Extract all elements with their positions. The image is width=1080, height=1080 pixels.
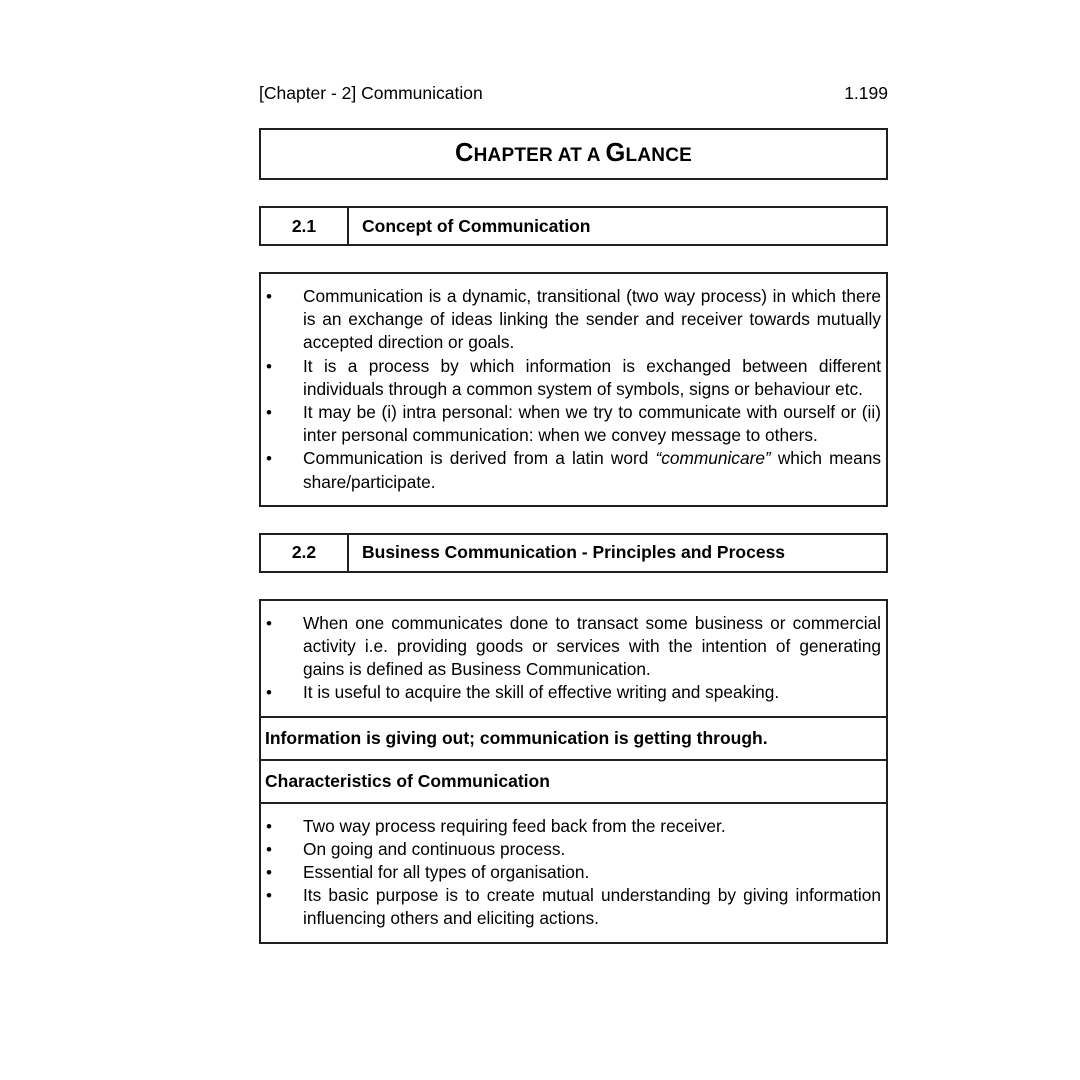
- list-item: • When one communicates done to transact some business or commercial activity i.e. providing goods or services with the intention of generating gains is defined as Business Communication.: [265, 612, 881, 682]
- statement-row: Information is giving out; communication is getting through.: [261, 716, 886, 759]
- banner-title-cap-g: G: [605, 139, 626, 168]
- chapter-label: [Chapter - 2] Communication: [259, 83, 483, 103]
- list-item: • Communication is a dynamic, transitional (two way process) in which there is an exchange of ideas linking the sender and receiver towards mutually accepted direction or goals.: [265, 285, 881, 355]
- bullet-list-business-communication: [261, 601, 886, 716]
- page-number: 1.199: [844, 83, 888, 103]
- content-column: [259, 128, 888, 970]
- latin-term: “communicare”: [655, 448, 771, 469]
- subheading-characteristics: Characteristics of Communication: [261, 759, 886, 802]
- running-head: [259, 82, 888, 104]
- section-header-2-2: [259, 533, 888, 573]
- banner-title-rest-1: HAPTER AT A: [473, 145, 606, 167]
- banner-title: [455, 141, 692, 167]
- list-item-text-pre: Communication is derived from a latin word: [303, 448, 656, 469]
- list-item-text-post: which means share/participate.: [303, 448, 881, 492]
- bullet-list-characteristics: [261, 802, 886, 942]
- list-item: • Two way process requiring feed back from the receiver.: [265, 815, 881, 838]
- section-number: 2.2: [261, 535, 349, 571]
- section-2-2-content-box: [259, 599, 888, 944]
- list-item: • It is useful to acquire the skill of effective writing and speaking.: [265, 681, 881, 704]
- list-item: • It is a process by which information is exchanged between different individuals through a common system of symbols, signs or behaviour etc.: [265, 355, 881, 401]
- list-item: • Essential for all types of organisation.: [265, 861, 881, 884]
- chapter-at-a-glance-banner: [259, 128, 888, 180]
- banner-title-cap-c: C: [455, 139, 474, 168]
- section-title: Concept of Communication: [362, 215, 591, 236]
- section-number: 2.1: [261, 208, 349, 244]
- section-header-2-1: [259, 206, 888, 246]
- banner-title-rest-2: LANCE: [625, 145, 692, 167]
- list-item: • On going and continuous process.: [265, 838, 881, 861]
- list-item: • Its basic purpose is to create mutual understanding by giving information influencing others and eliciting actions.: [265, 884, 881, 930]
- section-2-1-content-box: [259, 272, 888, 507]
- section-title: Business Communication - Principles and Process: [362, 542, 786, 563]
- list-item: [265, 447, 881, 493]
- bullet-list-concept: [261, 274, 886, 505]
- list-item: • It may be (i) intra personal: when we try to communicate with ourself or (ii) inter personal communication: when we convey message to others.: [265, 401, 881, 447]
